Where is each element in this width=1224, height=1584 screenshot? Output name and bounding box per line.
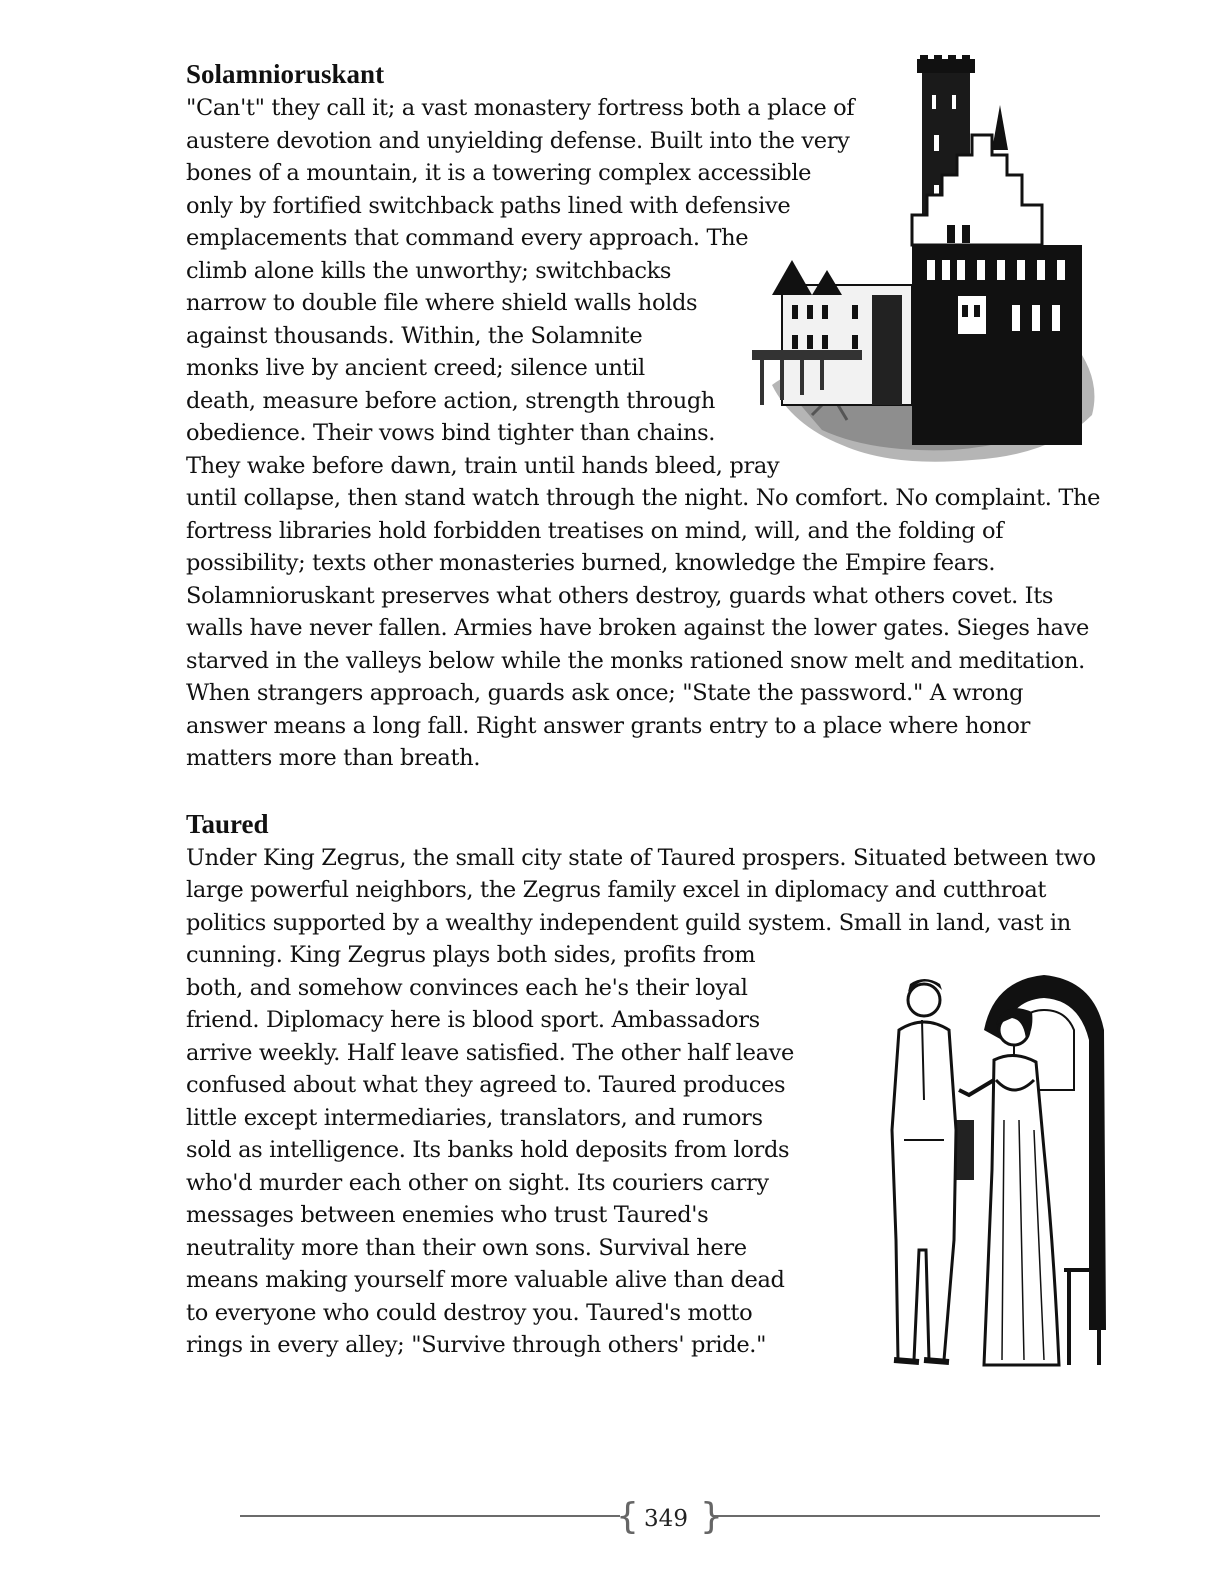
paragraph-line: emplacements that command every approach. The xyxy=(186,225,749,251)
paragraph-line: confused about what they agreed to. Taured produces xyxy=(186,1072,786,1098)
section-heading-taured: Taured xyxy=(186,809,269,839)
paragraph-line: neutrality more than their own sons. Survival here xyxy=(186,1235,747,1261)
paragraph-line: both, and somehow convinces each he's their loyal xyxy=(186,975,748,1001)
section-heading-solamnioruskant: Solamnioruskant xyxy=(186,59,385,89)
paragraph-line: obedience. Their vows bind tighter than chains. xyxy=(186,420,716,446)
paragraph-line: Under King Zegrus, the small city state of Taured prospers. Situated between two xyxy=(186,845,1096,871)
paragraph-line: walls have never fallen. Armies have broken against the lower gates. Sieges have xyxy=(186,615,1089,641)
paragraph-line: until collapse, then stand watch through the night. No comfort. No complaint. The xyxy=(186,485,1101,511)
paragraph-line: austere devotion and unyielding defense. Built into the very xyxy=(186,128,850,154)
paragraph-line: They wake before dawn, train until hands bleed, pray xyxy=(186,453,780,479)
paragraph-line: When strangers approach, guards ask once; "State the password." A wrong xyxy=(186,680,1024,706)
footer-rule-left xyxy=(240,1515,620,1517)
paragraph-line: death, measure before action, strength through xyxy=(186,388,716,414)
paragraph-line: bones of a mountain, it is a towering complex accessible xyxy=(186,160,812,186)
paragraph-line: politics supported by a wealthy independent guild system. Small in land, vast in xyxy=(186,910,1071,936)
paragraph-line: means making yourself more valuable alive than dead xyxy=(186,1267,785,1293)
footer-rule-right xyxy=(712,1515,1100,1517)
castle-illustration xyxy=(752,55,1102,467)
footer-brace-right: } xyxy=(700,1496,723,1537)
paragraph-line: arrive weekly. Half leave satisfied. The other half leave xyxy=(186,1040,795,1066)
paragraph-line: cunning. King Zegrus plays both sides, profits from xyxy=(186,942,756,968)
paragraph-line: to everyone who could destroy you. Taured's motto xyxy=(186,1300,753,1326)
paragraph-line: friend. Diplomacy here is blood sport. Ambassadors xyxy=(186,1007,760,1033)
paragraph-line: "Can't" they call it; a vast monastery fortress both a place of xyxy=(186,95,855,121)
paragraph-line: rings in every alley; "Survive through others' pride." xyxy=(186,1332,767,1358)
paragraph-line: starved in the valleys below while the monks rationed snow melt and meditation. xyxy=(186,648,1085,674)
couple-illustration xyxy=(884,970,1120,1382)
paragraph-line: answer means a long fall. Right answer grants entry to a place where honor xyxy=(186,713,1031,739)
paragraph-line: against thousands. Within, the Solamnite xyxy=(186,323,643,349)
paragraph-line: large powerful neighbors, the Zegrus family excel in diplomacy and cutthroat xyxy=(186,877,1047,903)
paragraph-line: monks live by ancient creed; silence until xyxy=(186,355,645,381)
page-number: 349 xyxy=(644,1506,688,1532)
paragraph-line: little except intermediaries, translators, and rumors xyxy=(186,1105,763,1131)
paragraph-line: Solamnioruskant preserves what others destroy, guards what others covet. Its xyxy=(186,583,1054,609)
paragraph-line: messages between enemies who trust Taured's xyxy=(186,1202,709,1228)
paragraph-line: sold as intelligence. Its banks hold deposits from lords xyxy=(186,1137,790,1163)
paragraph-line: possibility; texts other monasteries burned, knowledge the Empire fears. xyxy=(186,550,996,576)
paragraph-line: climb alone kills the unworthy; switchbacks xyxy=(186,258,672,284)
paragraph-line: fortress libraries hold forbidden treatises on mind, will, and the folding of xyxy=(186,518,1004,544)
footer-brace-left: { xyxy=(616,1496,639,1537)
paragraph-line: narrow to double file where shield walls holds xyxy=(186,290,698,316)
paragraph-line: only by fortified switchback paths lined with defensive xyxy=(186,193,791,219)
paragraph-line: who'd murder each other on sight. Its couriers carry xyxy=(186,1170,769,1196)
paragraph-line: matters more than breath. xyxy=(186,745,481,771)
